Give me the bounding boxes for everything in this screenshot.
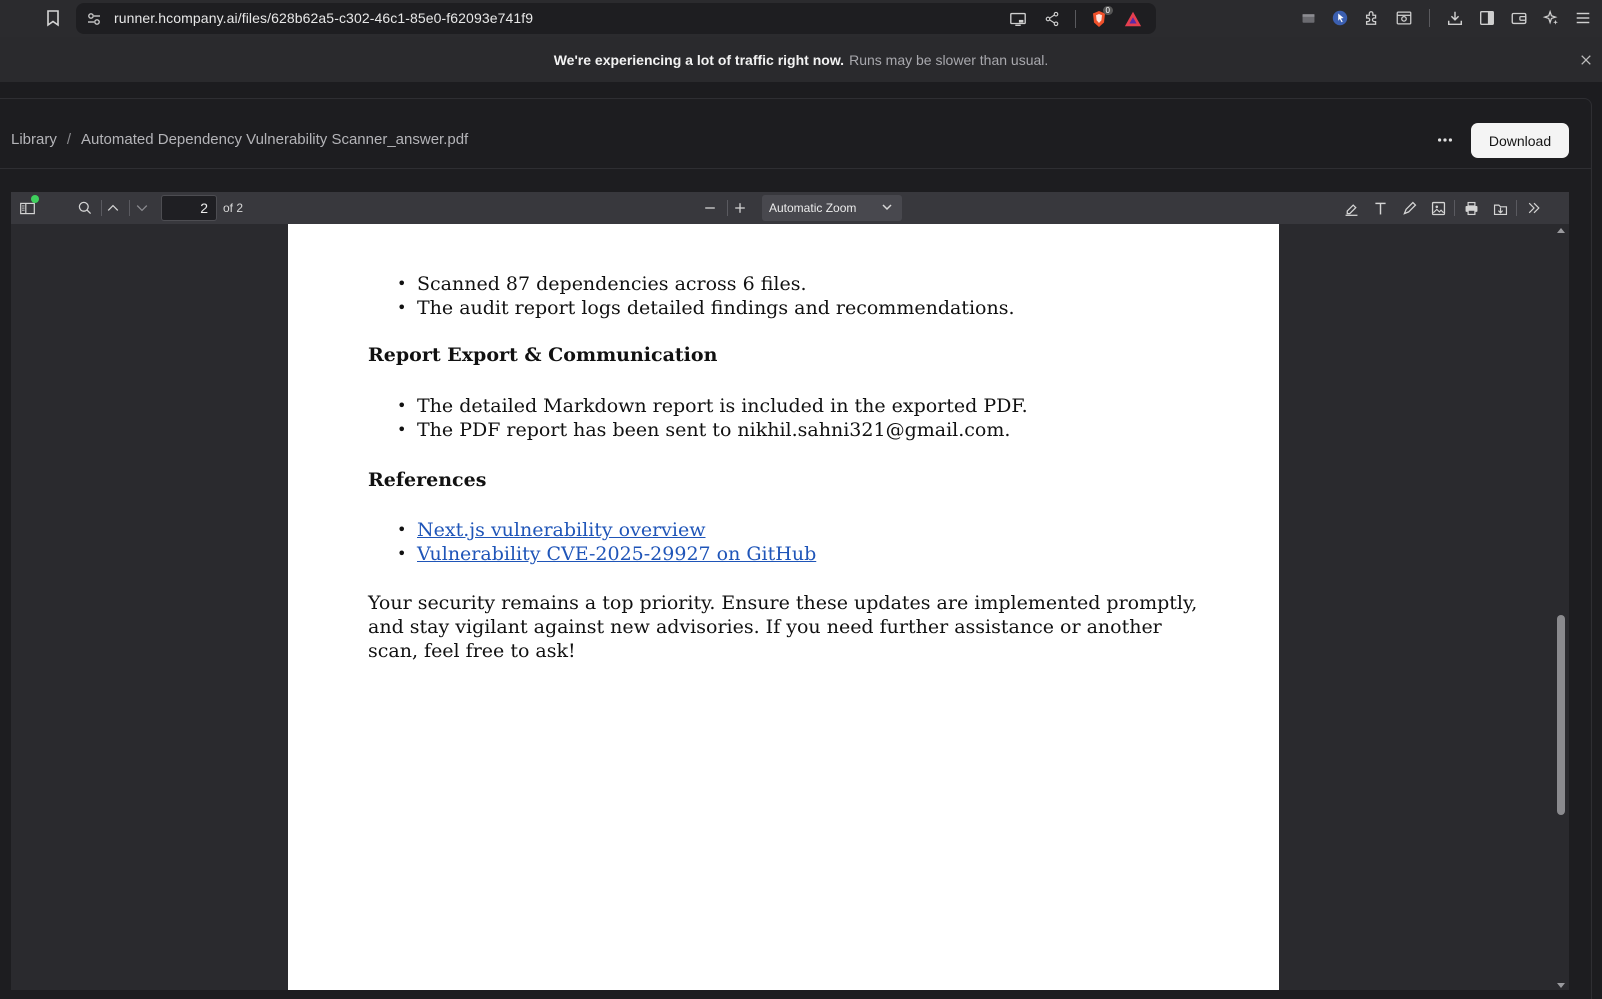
pdf-scrollbar[interactable] bbox=[1553, 224, 1569, 990]
notice-muted-text: Runs may be slower than usual. bbox=[849, 51, 1049, 68]
save-icon[interactable] bbox=[1490, 198, 1510, 218]
image-icon[interactable] bbox=[1428, 198, 1448, 218]
pdf-scroll-area[interactable] bbox=[11, 224, 1569, 990]
brave-shield-icon[interactable] bbox=[1088, 8, 1110, 30]
closing-paragraph: Your security remains a top priority. Ensure these updates are implemented promptly, and stay vigilant against new advisories. If you need further assistance or another scan, feel free to ask! bbox=[368, 592, 1198, 662]
divider bbox=[727, 200, 728, 216]
scroll-up-arrow[interactable] bbox=[1557, 228, 1565, 233]
section-heading-references: References bbox=[368, 469, 487, 491]
divider bbox=[101, 200, 102, 216]
references-list bbox=[393, 518, 816, 566]
bookmark-icon[interactable] bbox=[44, 9, 62, 27]
list-item: • The detailed Markdown report is included in the exported PDF. bbox=[393, 394, 1028, 418]
address-bar[interactable] bbox=[76, 3, 1156, 34]
leo-icon[interactable] bbox=[1540, 6, 1562, 30]
sidebar-icon[interactable] bbox=[1476, 6, 1498, 30]
list-item bbox=[393, 518, 816, 542]
breadcrumb-separator: / bbox=[66, 131, 72, 148]
reader-mode-icon[interactable] bbox=[1393, 6, 1415, 30]
share-icon[interactable] bbox=[1041, 8, 1063, 30]
cursor-extension-icon[interactable] bbox=[1329, 6, 1351, 30]
download-button[interactable]: Download bbox=[1471, 123, 1569, 158]
wallet-icon[interactable] bbox=[1508, 6, 1530, 30]
extensions-icon[interactable] bbox=[1361, 6, 1383, 30]
reference-link[interactable]: Next.js vulnerability overview bbox=[417, 519, 706, 541]
chevron-down-icon bbox=[880, 200, 894, 214]
divider bbox=[1516, 200, 1517, 216]
divider bbox=[129, 200, 130, 216]
page-number-input[interactable] bbox=[161, 195, 217, 221]
site-settings-icon[interactable] bbox=[86, 11, 102, 27]
zoom-select-value: Automatic Zoom bbox=[769, 201, 857, 215]
pdf-viewer bbox=[11, 192, 1569, 990]
more-icon bbox=[1436, 131, 1454, 149]
chevron-up-icon[interactable] bbox=[103, 198, 123, 218]
traffic-notice-banner bbox=[0, 37, 1602, 82]
menu-icon[interactable] bbox=[1572, 6, 1594, 30]
breadcrumb-file-name: Automated Dependency Vulnerability Scanner_answer.pdf bbox=[81, 131, 469, 148]
page-total-label: of 2 bbox=[223, 201, 244, 215]
breadcrumb bbox=[11, 131, 468, 148]
list-item: • Scanned 87 dependencies across 6 files. bbox=[393, 272, 1015, 296]
tab-search-icon[interactable] bbox=[1297, 6, 1319, 30]
tools-icon[interactable] bbox=[1524, 198, 1544, 218]
highlight-icon[interactable] bbox=[1341, 198, 1361, 218]
divider bbox=[1454, 200, 1455, 216]
export-bullets bbox=[393, 394, 1028, 442]
cast-icon[interactable] bbox=[1007, 8, 1029, 30]
close-icon[interactable] bbox=[1576, 50, 1596, 70]
summary-bullets bbox=[393, 272, 1015, 320]
extensions-area bbox=[1297, 6, 1594, 30]
file-header bbox=[0, 99, 1592, 169]
breadcrumb-library[interactable]: Library bbox=[11, 131, 57, 148]
list-item: • The PDF report has been sent to nikhil.sahni321@gmail.com. bbox=[393, 418, 1028, 442]
zoom-in-icon[interactable] bbox=[730, 198, 750, 218]
section-heading-export: Report Export & Communication bbox=[368, 344, 718, 366]
notice-strong-text: We're experiencing a lot of traffic right now. bbox=[553, 51, 845, 68]
zoom-out-icon[interactable] bbox=[700, 198, 720, 218]
text-icon[interactable] bbox=[1370, 198, 1390, 218]
draw-icon[interactable] bbox=[1399, 198, 1419, 218]
scrollbar-thumb[interactable] bbox=[1557, 615, 1565, 815]
file-viewer-panel bbox=[0, 98, 1592, 999]
print-icon[interactable] bbox=[1461, 198, 1481, 218]
pdf-toolbar bbox=[11, 192, 1569, 224]
search-icon[interactable] bbox=[75, 198, 95, 218]
pdf-page bbox=[288, 224, 1279, 990]
reference-link[interactable]: Vulnerability CVE-2025-29927 on GitHub bbox=[417, 543, 817, 565]
divider bbox=[1429, 9, 1430, 27]
divider bbox=[1075, 10, 1076, 28]
address-bar-actions bbox=[1007, 8, 1144, 30]
chevron-down-icon[interactable] bbox=[132, 198, 152, 218]
brave-rewards-icon[interactable] bbox=[1122, 8, 1144, 30]
more-options-button[interactable] bbox=[1432, 127, 1458, 153]
list-item: • The audit report logs detailed findings and recommendations. bbox=[393, 296, 1015, 320]
brave-badge: 0 bbox=[1103, 6, 1113, 15]
zoom-select[interactable] bbox=[762, 195, 902, 221]
browser-toolbar bbox=[0, 0, 1602, 37]
status-dot bbox=[31, 195, 39, 203]
url-text[interactable]: runner.hcompany.ai/files/628b62a5-c302-46c1-85e0-f62093e741f9 bbox=[114, 10, 534, 26]
download-icon[interactable] bbox=[1444, 6, 1466, 30]
list-item bbox=[393, 542, 816, 566]
scroll-down-arrow[interactable] bbox=[1557, 983, 1565, 988]
